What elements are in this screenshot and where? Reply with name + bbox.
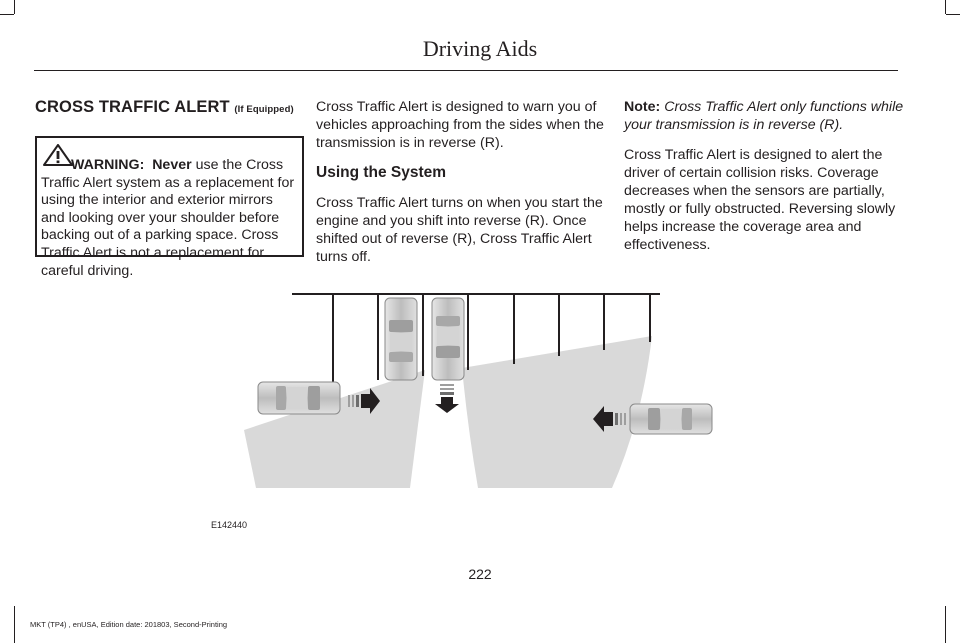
warning-text <box>41 157 298 280</box>
car-icon <box>630 404 712 434</box>
note-label: Note: <box>624 99 661 115</box>
arrow-down-icon <box>435 384 459 413</box>
coverage-paragraph: Cross Traffic Alert is designed to alert the driver of certain collision risks. Coverage decreases when the sensors are partially, mostly or fully obstructed. Reversing slowly helps increase the coverage area and effectiveness. <box>624 147 896 253</box>
crop-mark <box>946 14 960 15</box>
cross-traffic-illustration <box>240 280 720 510</box>
crop-mark <box>945 606 946 643</box>
warning-text-rest: Traffic Alert system as a replacement for using the interior and exterior mirrors and looking over your shoulder before backing out of a parking space. Cross Traffic Alert is not a replacement for careful driving. <box>41 174 295 279</box>
car-icon <box>385 298 417 380</box>
crop-mark <box>14 606 15 643</box>
warning-box <box>35 136 304 279</box>
crop-mark <box>0 14 14 15</box>
page-number: 222 <box>468 566 492 582</box>
section-title-text: CROSS TRAFFIC ALERT <box>35 98 230 116</box>
header-divider <box>34 70 898 71</box>
warning-triangle-icon <box>43 144 73 166</box>
column-3 <box>624 98 904 266</box>
warning-label: WARNING: <box>71 157 145 173</box>
crop-mark <box>14 0 15 14</box>
page-header-title: Driving Aids <box>422 36 538 61</box>
warning-lead-line <box>41 157 298 175</box>
intro-paragraph: Cross Traffic Alert is designed to warn you of vehicles approaching from the sides when the transmission is in reverse (R). <box>316 99 604 151</box>
footer-edition: MKT (TP4) , enUSA, Edition date: 201803, Second-Printing <box>30 620 228 629</box>
car-icon <box>258 382 340 414</box>
using-system-paragraph: Cross Traffic Alert turns on when you start the engine and you shift into reverse (R). Once shifted out of reverse (R), Cross Traffic Alert turns off. <box>316 195 603 265</box>
warning-emphasis: Never <box>152 157 192 173</box>
warning-text-first: use the Cross <box>195 157 284 173</box>
note-paragraph <box>624 98 904 134</box>
car-icon <box>432 298 464 380</box>
section-title <box>35 98 305 119</box>
column-2 <box>316 98 606 278</box>
note-text: Cross Traffic Alert only functions while your transmission is in reverse (R). <box>624 99 904 133</box>
using-system-heading: Using the System <box>316 164 447 181</box>
figure-id: E142440 <box>211 520 248 530</box>
crop-mark <box>945 0 946 14</box>
right-coverage-zone <box>462 336 652 488</box>
column-1 <box>35 98 305 119</box>
section-title-suffix: (If Equipped) <box>234 104 294 115</box>
